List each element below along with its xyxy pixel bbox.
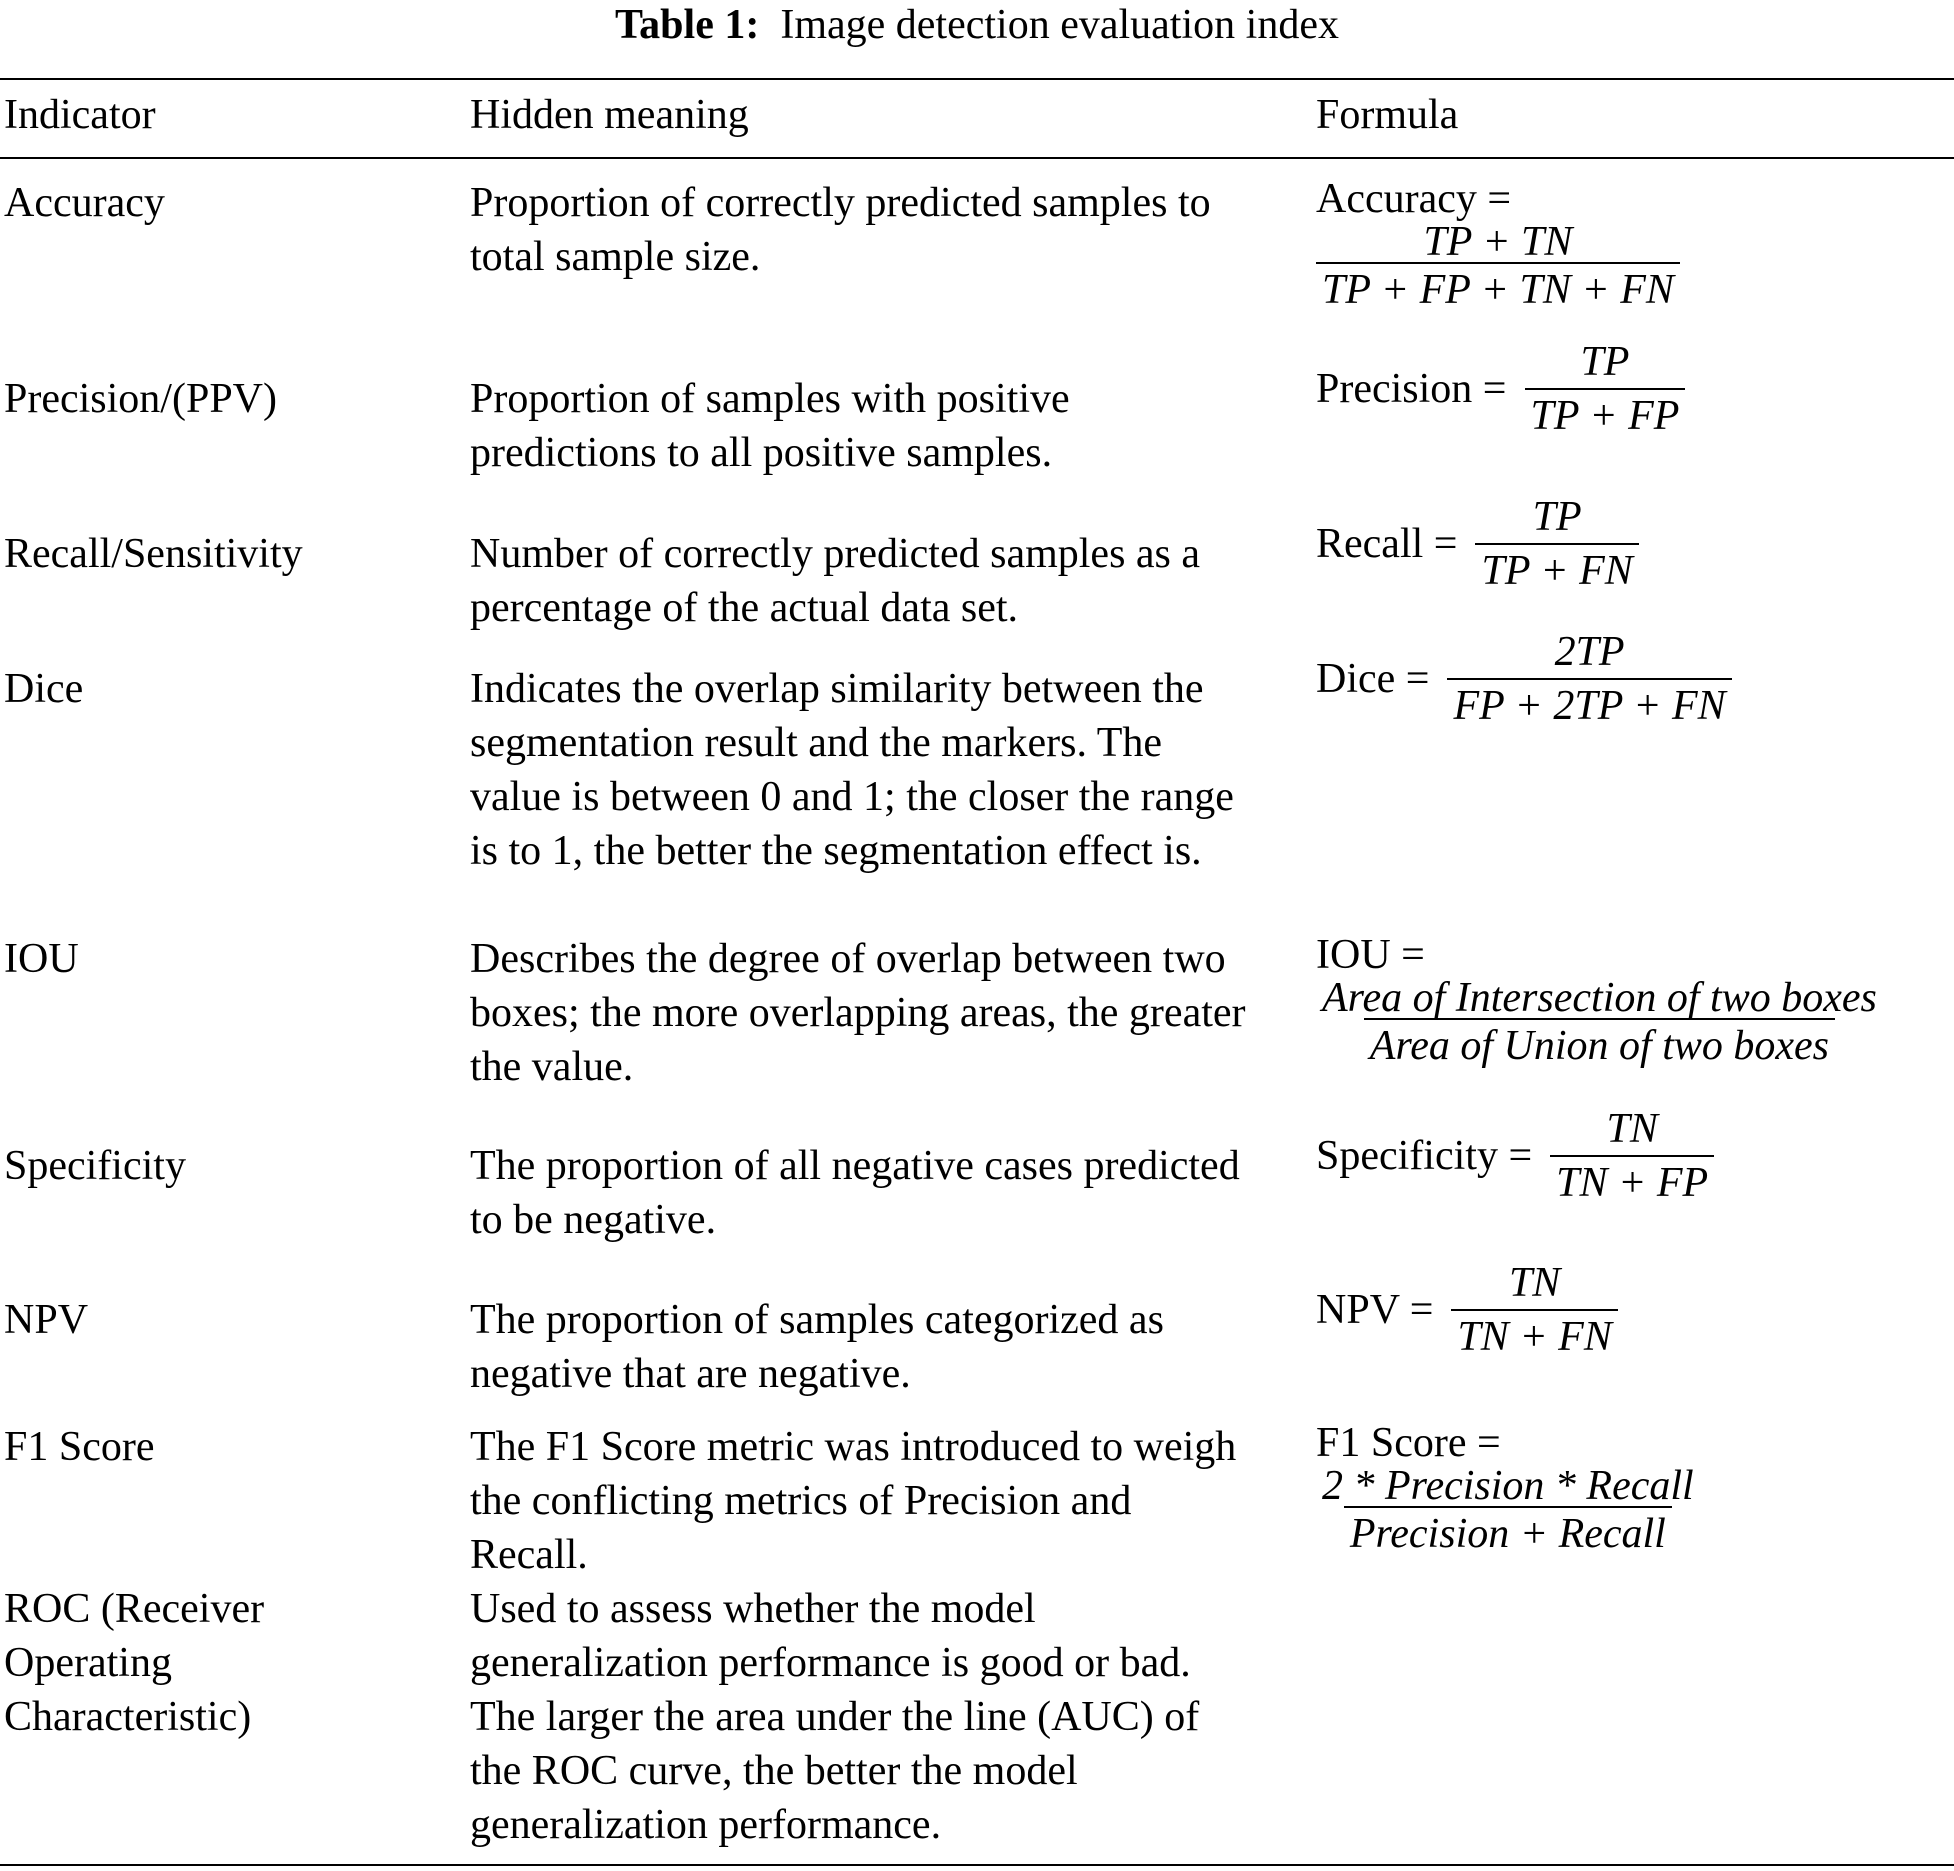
formula-denominator: TN + FP [1550, 1155, 1714, 1209]
formula-numerator: 2TP [1554, 629, 1625, 675]
formula-lhs: Precision = [1316, 366, 1507, 412]
formula-fraction [1475, 491, 1638, 597]
table-caption-text: Image detection evaluation index [780, 2, 1339, 48]
bottom-rule [0, 1864, 1954, 1866]
formula-denominator: TP + FN [1475, 543, 1638, 597]
formula-numerator: TN [1606, 1106, 1658, 1152]
meaning-cell: Used to assess whether the model generalization performance is good or bad. The larger the area under the line (AUC) of the ROC curve, the better the model generalization performance. [470, 1586, 1200, 1848]
formula-fraction [1316, 1463, 1700, 1560]
formula-lhs: Dice = [1316, 656, 1430, 702]
formula-cell [1316, 626, 1950, 732]
formula-denominator: TP + FP + TN + FN [1316, 262, 1680, 316]
formula-denominator: TN + FN [1451, 1309, 1617, 1363]
indicator-cell: Precision/(PPV) [4, 376, 277, 422]
meaning-cell: Describes the degree of overlap between two boxes; the more overlapping areas, the greater the value. [470, 936, 1246, 1090]
formula-numerator: TP + TN [1423, 219, 1573, 265]
formula-denominator: FP + 2TP + FN [1447, 678, 1731, 732]
meaning-cell: Number of correctly predicted samples as a percentage of the actual data set. [470, 531, 1201, 631]
meaning-cell: The F1 Score metric was introduced to weigh the conflicting metrics of Precision and Recall. [470, 1424, 1237, 1578]
formula-lhs: NPV = [1316, 1287, 1434, 1333]
formula-numerator: 2 * Precision * Recall [1322, 1463, 1694, 1509]
meaning-cell: The proportion of samples categorized as negative that are negative. [470, 1297, 1164, 1397]
formula-lhs: Accuracy = [1316, 176, 1512, 222]
formula-fraction [1525, 336, 1686, 442]
formula-numerator: TN [1508, 1260, 1561, 1306]
formula-lhs: F1 Score = [1316, 1420, 1501, 1466]
formula-fraction [1447, 626, 1731, 732]
formula-denominator: Area of Union of two boxes [1364, 1018, 1835, 1072]
formula-lhs: Recall = [1316, 521, 1458, 567]
formula-cell [1316, 1257, 1950, 1363]
formula-cell [1316, 336, 1950, 442]
formula-fraction [1316, 975, 1883, 1072]
formula-cell [1316, 1420, 1950, 1560]
formula-numerator: TP [1580, 339, 1630, 385]
formula-numerator: TP [1532, 494, 1582, 540]
formula-cell [1316, 1103, 1950, 1209]
table-caption [0, 0, 1954, 50]
header-rule [0, 157, 1954, 159]
meaning-cell: Proportion of correctly predicted samples to total sample size. [470, 180, 1211, 280]
table-caption-label: Table 1: [615, 2, 760, 48]
formula-lhs: Specificity = [1316, 1133, 1533, 1179]
formula-fraction [1550, 1103, 1714, 1209]
formula-denominator: TP + FP [1525, 388, 1686, 442]
formula-fraction [1316, 219, 1680, 316]
indicator-cell: Dice [4, 666, 84, 712]
meaning-cell: Indicates the overlap similarity between the segmentation result and the markers. The value is between 0 and 1; the closer the range is to 1, the better the segmentation effect is. [470, 666, 1234, 874]
indicator-cell: Recall/Sensitivity [4, 531, 303, 577]
meaning-cell: Proportion of samples with positive predictions to all positive samples. [470, 376, 1070, 476]
formula-numerator: Area of Intersection of two boxes [1322, 975, 1877, 1021]
header-formula: Formula [1316, 92, 1459, 138]
indicator-cell: IOU [4, 936, 79, 982]
meaning-cell: The proportion of all negative cases predicted to be negative. [470, 1143, 1240, 1243]
top-rule [0, 78, 1954, 80]
indicator-cell: NPV [4, 1297, 89, 1343]
formula-cell [1316, 491, 1950, 597]
header-indicator: Indicator [4, 92, 156, 138]
formula-cell [1316, 176, 1950, 316]
formula-cell [1316, 932, 1950, 1072]
header-meaning: Hidden meaning [470, 92, 749, 138]
indicator-cell: Specificity [4, 1143, 186, 1189]
formula-lhs: IOU = [1316, 932, 1425, 978]
formula-fraction [1451, 1257, 1617, 1363]
indicator-cell: ROC (Receiver Operating Characteristic) [4, 1586, 265, 1740]
indicator-cell: F1 Score [4, 1424, 155, 1470]
indicator-cell: Accuracy [4, 180, 165, 226]
formula-denominator: Precision + Recall [1344, 1506, 1672, 1560]
